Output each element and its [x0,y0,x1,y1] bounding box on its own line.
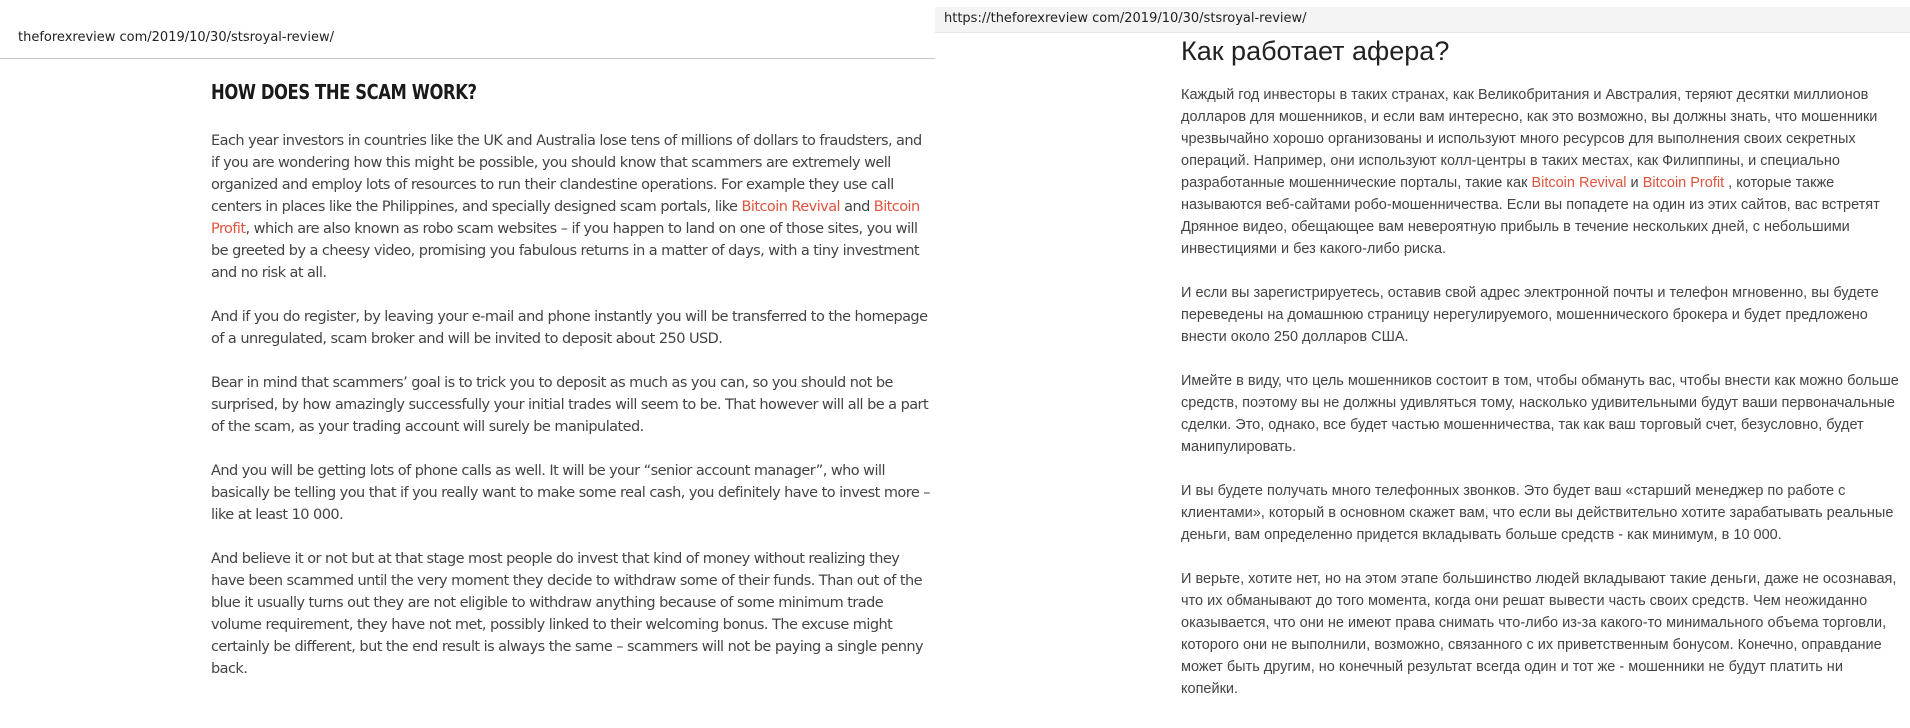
right-paragraph-4: И вы будете получать много телефонных звонков. Это будет ваш «старший менеджер по работе с клиентами», который в основном скажет вам, что если вы действительно хотите зарабатывать реальные деньги, вам определенно придется вкладывать больше средств - как минимум, в 10 000. [1181,483,1894,543]
left-paragraph-2: And if you do register, by leaving your e-mail and phone instantly you will be transferred to the homepage of a unregulated, scam broker and will be invited to deposit about 250 USD. [211,309,928,347]
right-paragraph-2: И если вы зарегистрируетесь, оставив свой адрес электронной почты и телефон мгновенно, вы будете переведены на домашнюю страницу нерегулируемого, мошеннического брокера и будет предложено внести около 250 долларов США. [1181,285,1879,345]
left-paragraph-4: And you will be getting lots of phone calls as well. It will be your “senior account manager”, who will basically be telling you that if you really want to make some real cash, you definitely have to invest more – like at least 10 000. [211,463,930,523]
left-paragraph-5: And believe it or not but at that stage most people do invest that kind of money without realizing they have been scammed until the very moment they decide to withdraw some of their funds. Than out of the blue it usually turns out they are not eligible to withdraw anything because of some minimum trade volume requirement, they have not met, possibly linked to their welcoming bonus. The excuse might certainly be different, but the end result is always the same – scammers will not be paying a single penny back. [211,551,924,677]
left-p1-text-c: , which are also known as robo scam websites – if you happen to land on one of those sites, you will be greeted by a cheesy video, promising you fabulous returns in a matter of days, with a tiny investment and no risk at all. [211,221,920,281]
right-bitcoin-profit-link[interactable]: Bitcoin Profit [1642,175,1725,191]
left-article [211,78,931,702]
left-bitcoin-profit-link[interactable]: Bitcoin Profit [211,199,920,237]
right-screenshot-panel [935,0,1910,728]
right-bitcoin-revival-link[interactable]: Bitcoin Revival [1531,175,1627,191]
left-paragraph-3: Bear in mind that scammers’ goal is to trick you to deposit as much as you can, so you should not be surprised, by how amazingly successfully your initial trades will seem to be. That however will all be a part of the scam, as your trading account will surely be manipulated. [211,375,929,435]
left-screenshot-panel [0,0,935,728]
left-p1-text-a: Each year investors in countries like the UK and Australia lose tens of millions of dollars to fraudsters, and if you are wondering how this might be possible, you should know that scammers are extremely well organized and employ lots of resources to run their clandestine operations. For example they use call centers in places like the Philippines, and specially designed scam portals, like [211,133,922,215]
right-paragraph-5: И верьте, хотите нет, но на этом этапе большинство людей вкладывают такие деньги, даже не осознавая, что их обманывают до того момента, когда они решат вывести часть своих средств. Чем неожиданно оказывается, что они не имеют права снимать что-либо из-за какого-то минимального объема торговли, которого они не выполнили, возможно, связанного с их приветственным бонусом. Конечно, оправдание может быть другим, но конечный результат всегда один и тот же - мошенники не будут платить ни копейки. [1181,571,1897,697]
left-p1-text-b: and [840,199,874,215]
right-article [1181,34,1901,722]
left-bitcoin-revival-link[interactable]: Bitcoin Revival [741,199,841,215]
right-paragraph-3: Имейте в виду, что цель мошенников состоит в том, чтобы обмануть вас, чтобы внести как можно больше средств, поэтому вы не должны удивляться тому, насколько удивительными будут ваши первоначальные сделки. Это, однако, все будет частью мошенничества, так как ваш торговый счет, безусловно, будет манипулировать. [1181,373,1899,455]
right-p1-text-b: и [1626,175,1643,191]
left-url-divider [0,58,935,59]
left-article-heading: HOW DOES THE SCAM WORK? [211,80,477,104]
left-paragraph-1 [211,130,931,284]
right-article-heading: Как работает афера? [1181,36,1450,66]
right-p1-text-c: , которые также называются веб-сайтами робо-мошенничества. Если вы попадете на один из этих сайтов, вас встретят Дрянное видео, обещающее вам невероятную прибыль в течение нескольких дней, с небольшими инвестициями и без какого-либо риска. [1181,175,1880,257]
left-url-text: theforexreview com/2019/10/30/stsroyal-review/ [18,30,334,45]
right-p1-text-a: Каждый год инвесторы в таких странах, как Великобритания и Австралия, теряют десятки миллионов долларов для мошенников, и если вам интересно, как это возможно, вы должны знать, что мошенники чрезвычайно хорошо организованы и используют много ресурсов для выполнения своих секретных операций. Например, они используют колл-центры в таких местах, как Филиппины, и специально разработанные мошеннические порталы, такие как [1181,87,1878,191]
right-url-text: https://theforexreview com/2019/10/30/stsroyal-review/ [944,11,1307,26]
right-paragraph-1 [1181,84,1901,260]
